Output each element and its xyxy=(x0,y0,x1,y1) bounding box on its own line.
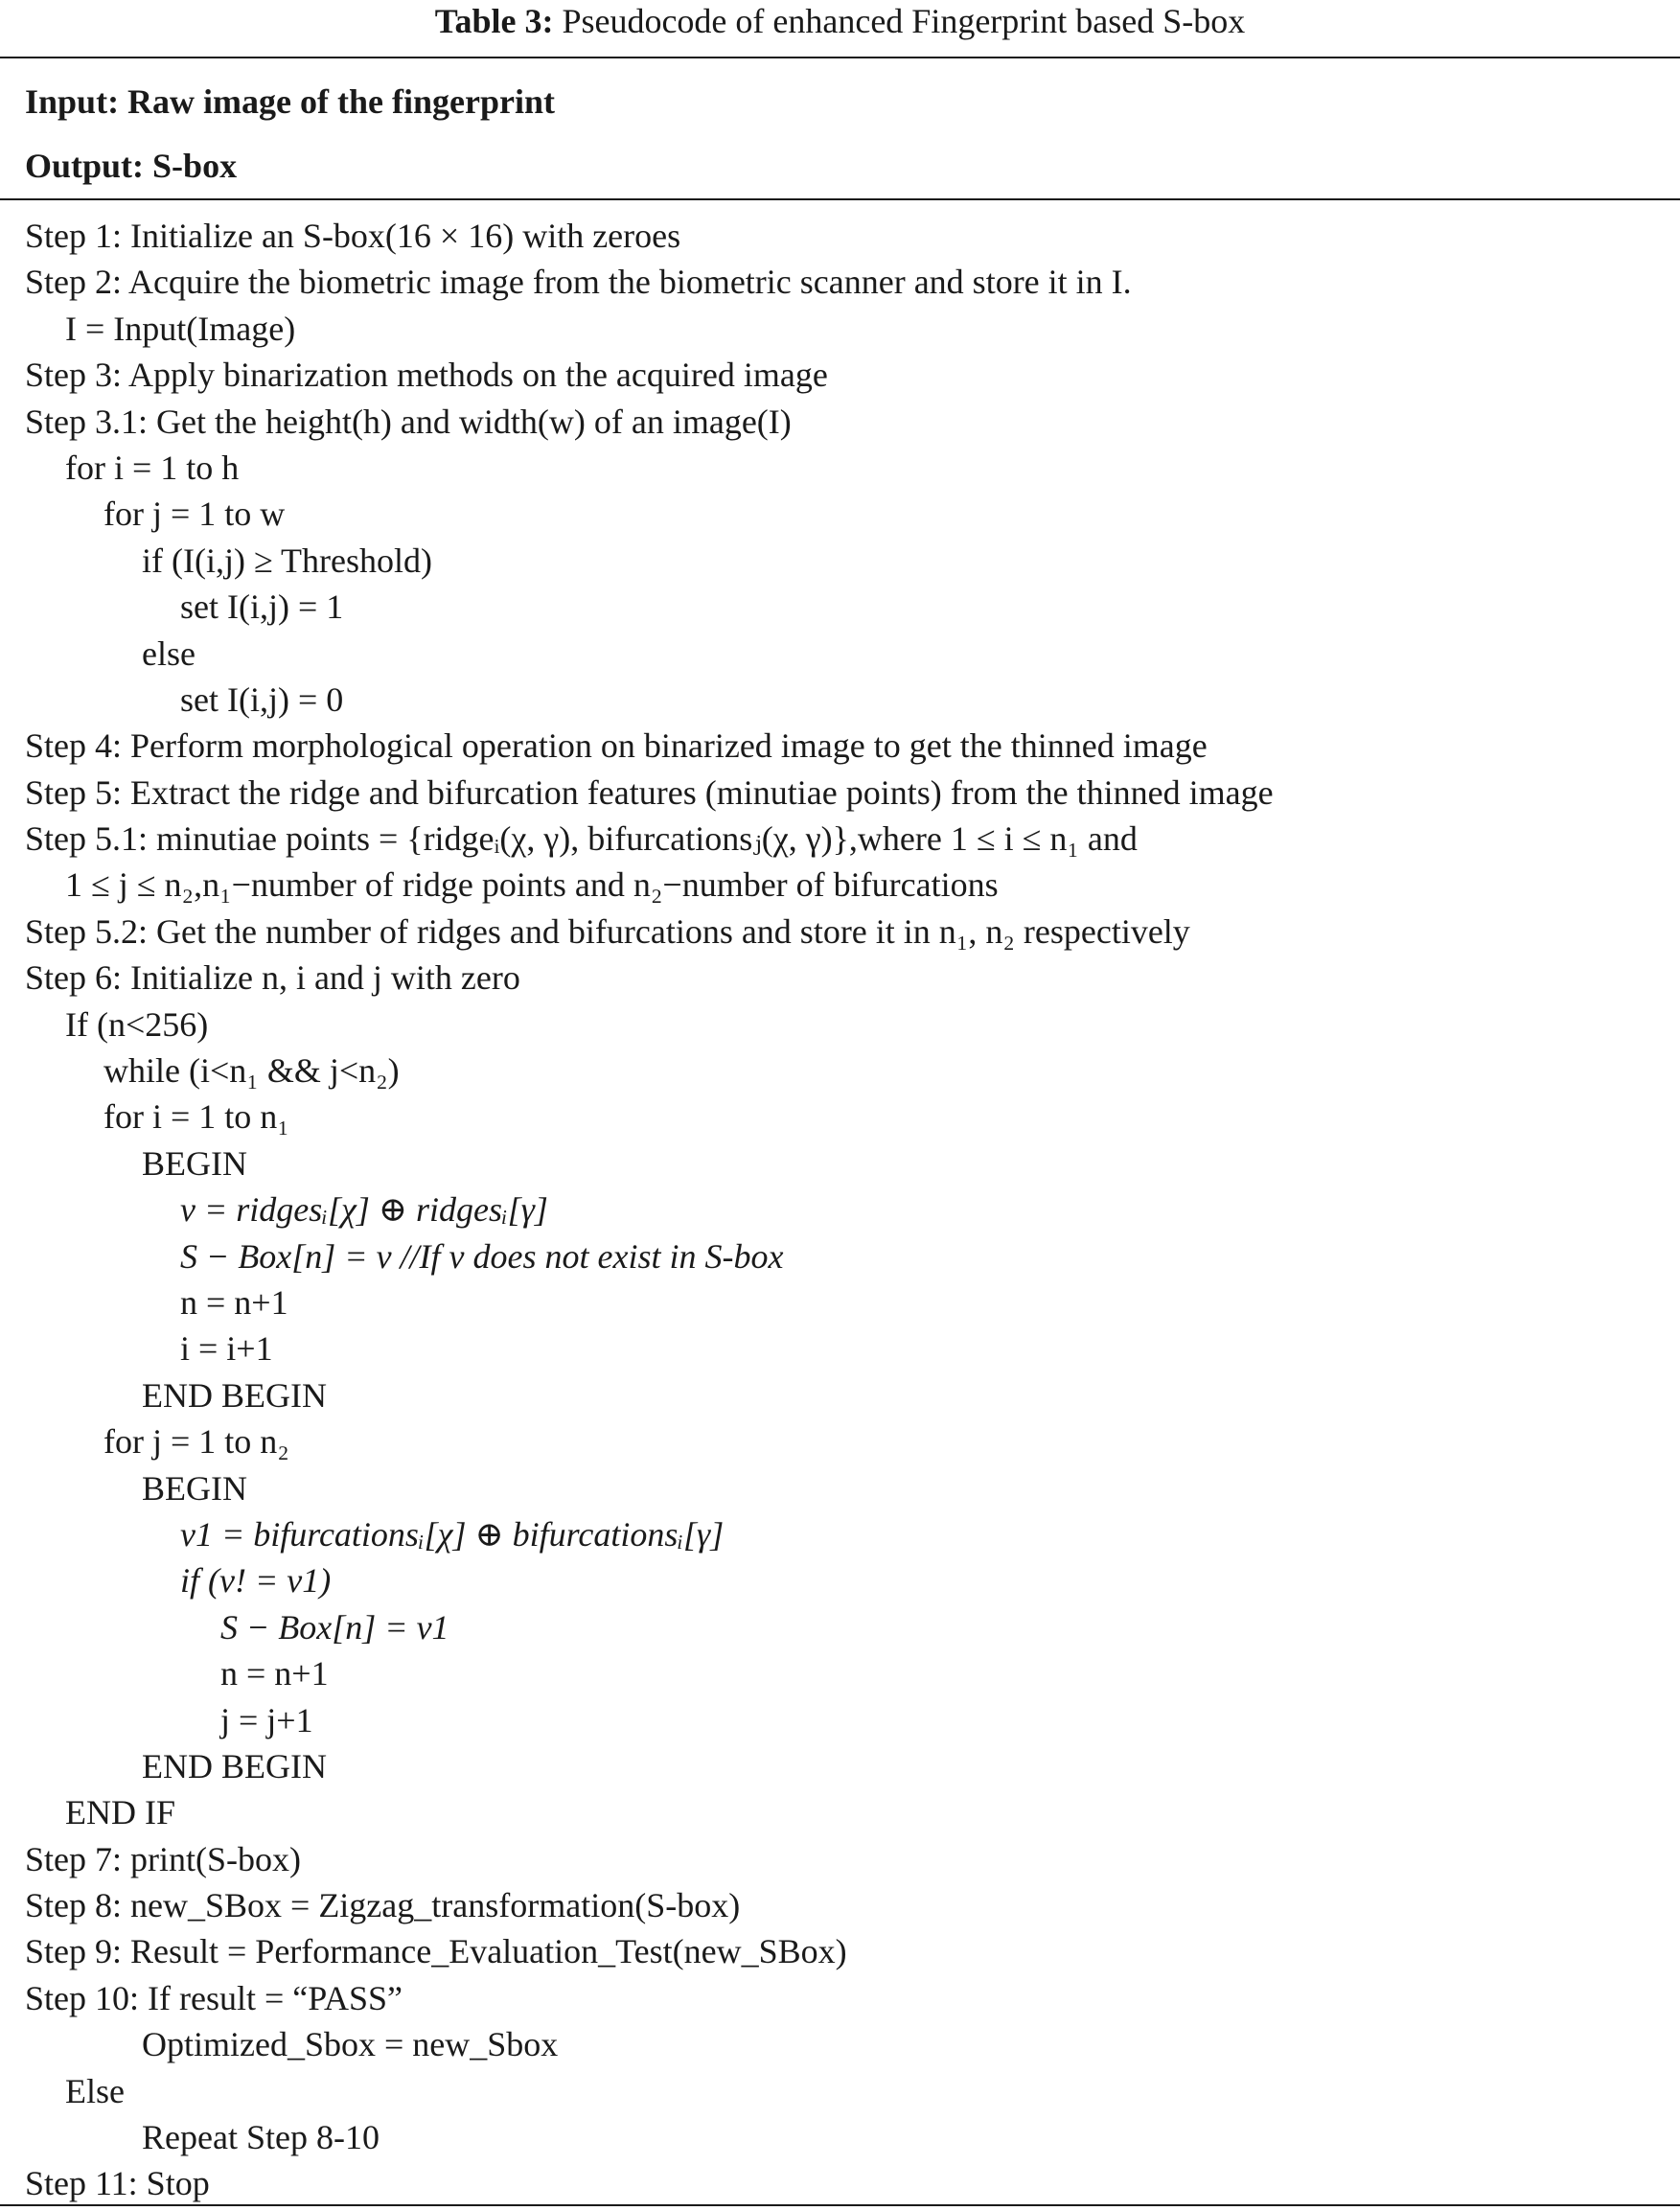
pseudocode-line: Step 3.1: Get the height(h) and width(w) of an image(I) xyxy=(25,402,792,441)
pseudocode-line: Optimized_Sbox = new_Sbox xyxy=(142,2025,559,2064)
pseudocode-line: Step 2: Acquire the biometric image from the biometric scanner and store it in I. xyxy=(25,263,1132,302)
pseudocode-line: 1 ≤ j ≤ n₂,n₁−number of ridge points and n₂−number of bifurcations xyxy=(65,865,999,905)
pseudocode-line: Step 4: Perform morphological operation on binarized image to get the thinned image xyxy=(25,726,1208,766)
pseudocode-line: END IF xyxy=(65,1793,175,1832)
pseudocode-line: n = n+1 xyxy=(220,1654,329,1693)
pseudocode-line: I = Input(Image) xyxy=(65,309,296,348)
pseudocode-line: S − Box[n] = v //If v does not exist in S-box xyxy=(180,1236,784,1276)
pseudocode-line: v1 = bifurcationsᵢ[χ] ⊕ bifurcationsᵢ[γ] xyxy=(180,1514,725,1554)
table-caption-text: Pseudocode of enhanced Fingerprint based S-box xyxy=(562,2,1246,40)
table-caption-label: Table 3: xyxy=(434,2,554,40)
pseudocode-line: for j = 1 to n₂ xyxy=(104,1422,289,1462)
pseudocode-line: else xyxy=(142,633,196,673)
pseudocode-line: Else xyxy=(65,2071,125,2110)
pseudocode-line: Step 7: print(S-box) xyxy=(25,1839,301,1878)
pseudocode-line: Step 8: new_SBox = Zigzag_transformation(S-box) xyxy=(25,1886,741,1925)
pseudocode-line: Repeat Step 8-10 xyxy=(142,2118,380,2157)
pseudocode-line: if (I(i,j) ≥ Threshold) xyxy=(142,541,433,580)
pseudocode-line: S − Box[n] = v1 xyxy=(220,1607,449,1647)
pseudocode-line: Step 6: Initialize n, i and j with zero xyxy=(25,958,520,998)
pseudocode-line: i = i+1 xyxy=(180,1329,273,1369)
pseudocode-line: for i = 1 to h xyxy=(65,448,240,487)
pseudocode-line: Step 5: Extract the ridge and bifurcation features (minutiae points) from the thinned image xyxy=(25,772,1274,812)
pseudocode-line: v = ridgesᵢ[χ] ⊕ ridgesᵢ[γ] xyxy=(180,1190,548,1230)
pseudocode-line: for j = 1 to w xyxy=(104,495,286,534)
pseudocode-line: if (v! = v1) xyxy=(180,1561,332,1601)
pseudocode-line: Step 11: Stop xyxy=(25,2164,210,2203)
pseudocode-line: for i = 1 to n₁ xyxy=(104,1097,289,1137)
pseudocode-line: BEGIN xyxy=(142,1143,247,1183)
header-rule xyxy=(0,198,1680,200)
pseudocode-line: n = n+1 xyxy=(180,1282,288,1322)
pseudocode-line: If (n<256) xyxy=(65,1004,209,1044)
pseudocode-line: set I(i,j) = 1 xyxy=(180,587,344,627)
table-caption xyxy=(0,2,1680,40)
pseudocode-lines xyxy=(25,215,1668,2209)
input-line: Input: Raw image of the fingerprint xyxy=(25,82,555,121)
output-line: Output: S-box xyxy=(25,147,238,185)
pseudocode-line: set I(i,j) = 0 xyxy=(180,679,344,719)
pseudocode-line: END BEGIN xyxy=(142,1375,327,1415)
pseudocode-line: Step 3: Apply binarization methods on the acquired image xyxy=(25,356,828,395)
pseudocode-line: Step 5.2: Get the number of ridges and bifurcations and store it in n₁, n₂ respectively xyxy=(25,911,1190,951)
pseudocode-line: Step 1: Initialize an S-box(16 × 16) with zeroes xyxy=(25,217,681,255)
pseudocode-line: j = j+1 xyxy=(220,1700,313,1739)
pseudocode-line: END BEGIN xyxy=(142,1746,327,1785)
pseudocode-line: Step 9: Result = Performance_Evaluation_Test(new_SBox) xyxy=(25,1932,847,1971)
top-rule xyxy=(0,57,1680,58)
pseudocode-line: Step 5.1: minutiae points = {ridgeᵢ(χ, γ), bifurcationsⱼ(χ, γ)},where 1 ≤ i ≤ n₁ and xyxy=(25,819,1138,859)
bottom-rule xyxy=(0,2204,1680,2206)
pseudocode-line: while (i<n₁ && j<n₂) xyxy=(104,1051,400,1091)
pseudocode-line: Step 10: If result = “PASS” xyxy=(25,1978,403,2017)
pseudocode-line: BEGIN xyxy=(142,1468,247,1508)
